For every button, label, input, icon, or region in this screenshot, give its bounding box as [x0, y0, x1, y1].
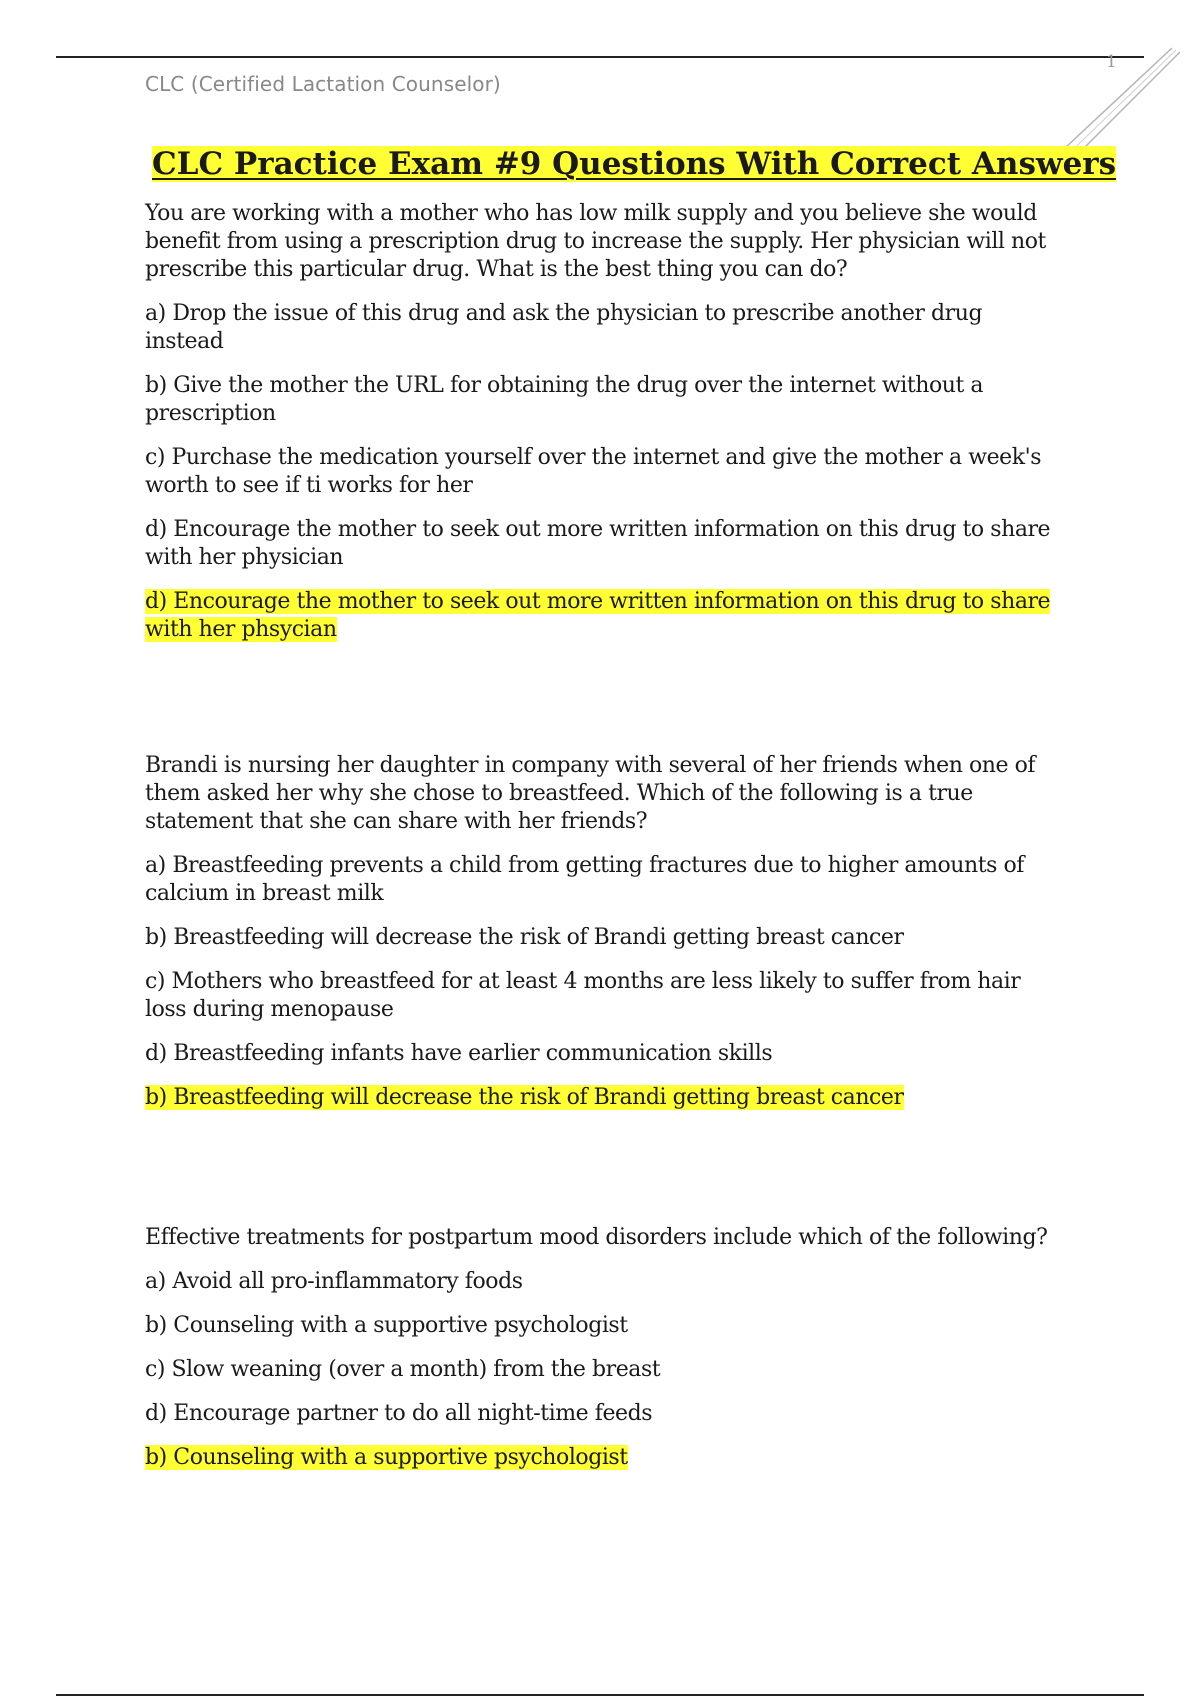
answer-option: b) Breastfeeding will decrease the risk of Brandi getting breast cancer — [145, 925, 904, 950]
question-block — [145, 752, 1060, 1112]
answer-option: d) Breastfeeding infants have earlier communication skills — [145, 1041, 773, 1066]
answer-option: a) Breastfeeding prevents a child from getting fractures due to higher amounts of calcium in breast milk — [145, 853, 1024, 906]
answer-option: c) Slow weaning (over a month) from the breast — [145, 1357, 661, 1382]
answer-option: b) Counseling with a supportive psychologist — [145, 1313, 628, 1338]
footer-rule — [56, 1694, 1144, 1696]
answer-option: d) Encourage partner to do all night-time feeds — [145, 1401, 653, 1426]
question-text: Effective treatments for postpartum mood disorders include which of the following? — [145, 1225, 1048, 1250]
answer-option: a) Avoid all pro-inflammatory foods — [145, 1269, 523, 1294]
correct-answer — [145, 1444, 1060, 1472]
page-number: 1 — [1106, 52, 1117, 72]
correct-answer — [145, 1084, 1060, 1112]
correct-answer-highlight: d) Encourage the mother to seek out more written information on this drug to share with her phsycian — [145, 589, 1051, 642]
answer-option: a) Drop the issue of this drug and ask the physician to prescribe another drug instead — [145, 301, 983, 354]
answer-option: c) Purchase the medication yourself over the internet and give the mother a week's worth to see if ti works for her — [145, 445, 1042, 498]
answer-option: d) Encourage the mother to seek out more written information on this drug to share with her physician — [145, 517, 1051, 570]
answer-option: c) Mothers who breastfeed for at least 4 months are less likely to suffer from hair loss during menopause — [145, 969, 1021, 1022]
question-text: Brandi is nursing her daughter in company with several of her friends when one of them asked her why she chose to breastfeed. Which of the following is a true statement that she can share with her friends? — [145, 753, 1036, 834]
questions-container — [145, 200, 1060, 1472]
question-block — [145, 1224, 1060, 1472]
question-block — [145, 200, 1060, 644]
correct-answer — [145, 588, 1060, 644]
correct-answer-highlight: b) Breastfeeding will decrease the risk of Brandi getting breast cancer — [145, 1085, 904, 1110]
document-header-label: CLC (Certified Lactation Counselor) — [145, 72, 501, 96]
correct-answer-highlight: b) Counseling with a supportive psychologist — [145, 1445, 628, 1470]
page-title-text: CLC Practice Exam #9 Questions With Correct Answers — [152, 146, 1117, 182]
header-rule — [56, 56, 1144, 58]
question-text: You are working with a mother who has low milk supply and you believe she would benefit from using a prescription drug to increase the supply. Her physician will not prescribe this particular drug. What is the best thing you can do? — [145, 201, 1046, 282]
page-title — [152, 142, 1117, 186]
answer-option: b) Give the mother the URL for obtaining the drug over the internet without a prescription — [145, 373, 984, 426]
